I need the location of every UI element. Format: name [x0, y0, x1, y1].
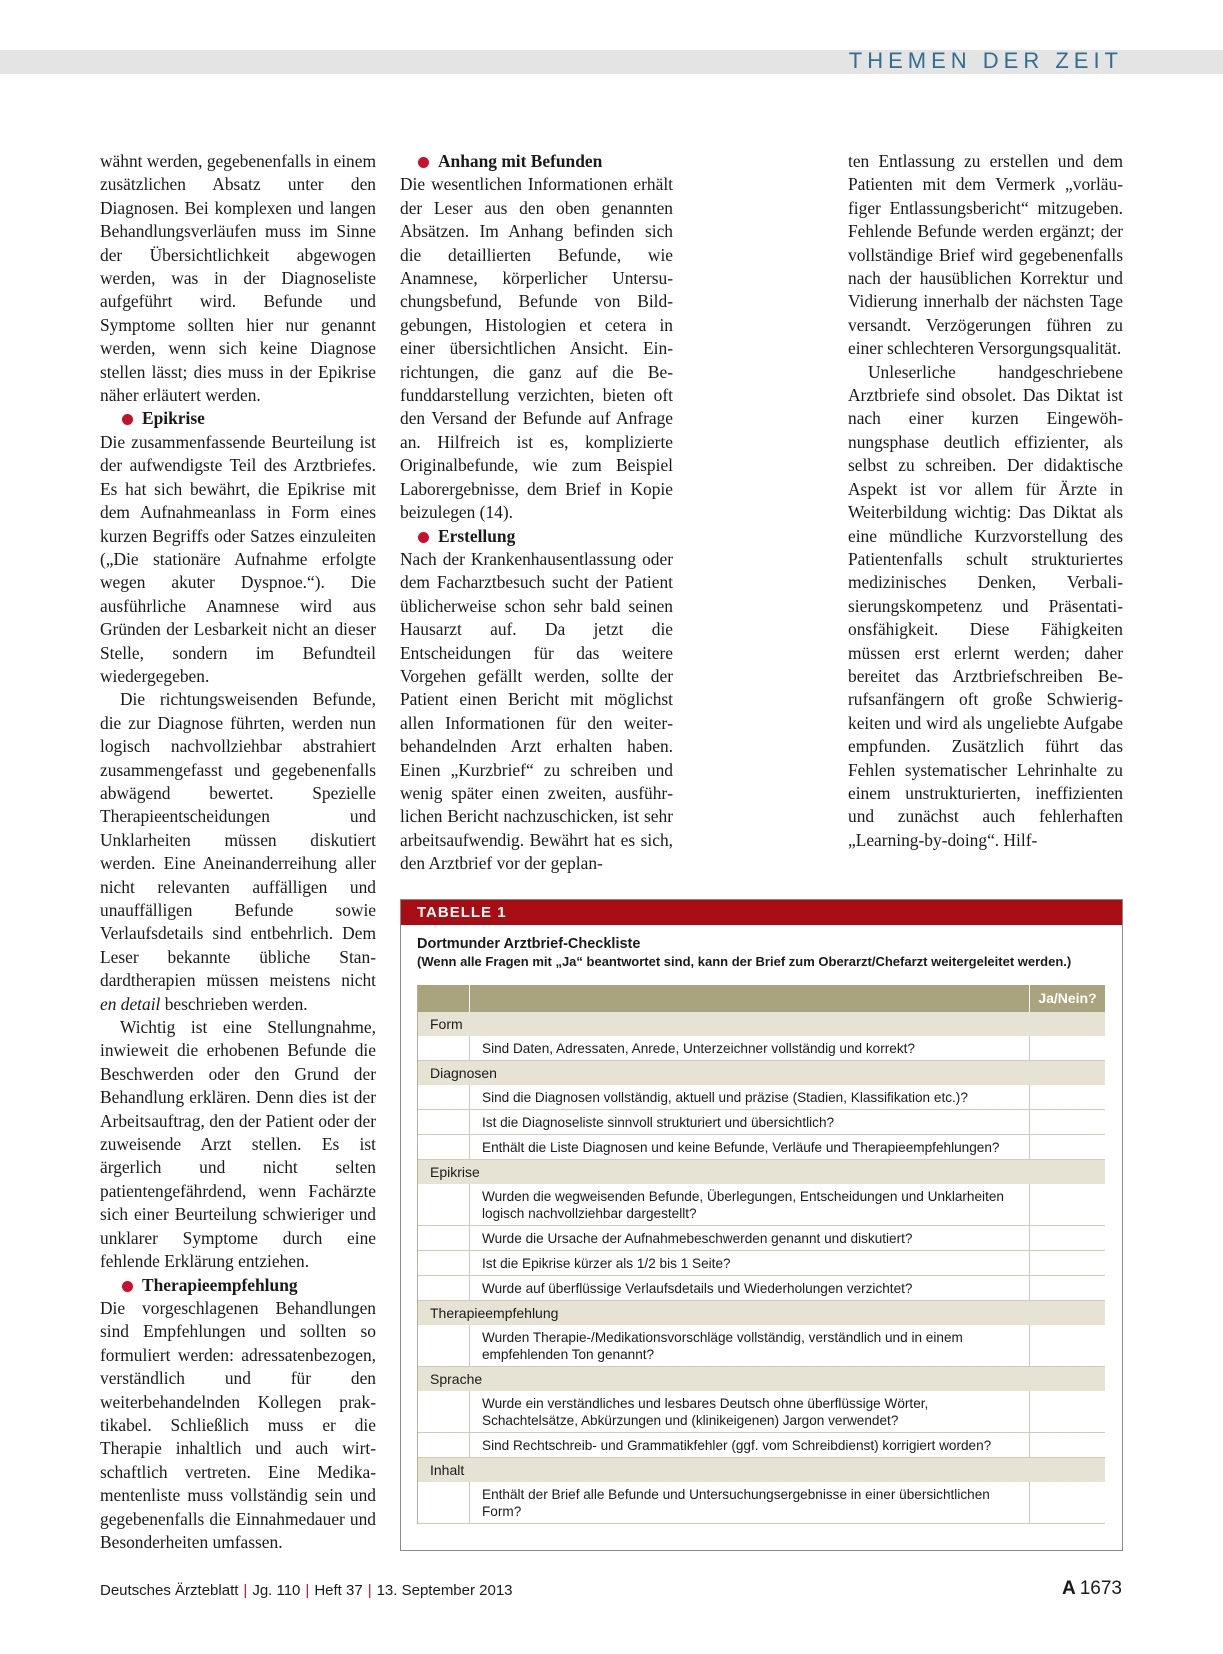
- subheading-text: Erstellung: [438, 525, 516, 546]
- category-row: Epikrise: [418, 1160, 1105, 1184]
- spacer-cell: [418, 1135, 470, 1159]
- table-row: [418, 1110, 1105, 1135]
- spacer-cell: [418, 1251, 470, 1275]
- question-cell: Wurden die wegweisenden Befunde, Überlegungen, Entscheidungen und Unklarheiten logisch nachvollziehbar dargestellt?: [470, 1184, 1030, 1225]
- question-cell: Wurden Therapie-/Medikationsvorschläge vollständig, verständlich und in einem empfehlenden Ton genannt?: [470, 1325, 1030, 1366]
- answer-cell[interactable]: [1030, 1184, 1105, 1225]
- page-prefix: A: [1061, 1578, 1076, 1599]
- paragraph: Die vorgeschlagenen Behandlungen sind Empfehlungen und sollten so formuliert werden: adressatenbezogen, verständlich und für den weiterbehandelnden Kollegen praktikabel. Schließlich muss er die Therapie inhaltlich und auch wirtschaftlich vertreten. Eine Medikamentenliste muss vollständig sein und gegebenenfalls die Einnahmedauer und Besonderheiten umfassen.: [100, 1297, 376, 1552]
- separator: |: [305, 1582, 310, 1599]
- bullet-icon: [122, 1281, 133, 1292]
- column-3: [848, 150, 1123, 852]
- section-title: THEMEN DER ZEIT: [848, 48, 1123, 73]
- spacer-cell: [418, 1325, 470, 1366]
- header-cell-empty: [418, 985, 470, 1012]
- subheading-therapieempfehlung: [100, 1274, 376, 1297]
- paragraph: Nach der Krankenhausentlassung oder dem Facharztbesuch sucht der Patient üblicherweise schon sehr bald seinen Hausarzt auf. Da jetzt die Entscheidungen für das weitere Vorgehen gefällt werden, sollte der Patient einen Bericht mit möglichst allen Informationen für den weiterbehandelnden Arzt erhalten haben. Einen „Kurzbrief“ zu schreiben und wenig später einen zweiten, ausführlichen Bericht nachzuschicken, ist sehr arbeitsaufwendig. Bewährt hat es sich, den Arztbrief vor der geplan-: [400, 548, 673, 874]
- paragraph: Unleserliche handgeschriebene Arztbriefe sind obsolet. Das Diktat ist nach einer kurzen Eingewöhnungsphase deutlich effizienter, als selbst zu schreiben. Der didaktische Aspekt ist vor allem für Ärzte in Weiterbildung wichtig: Das Diktat als eine mündliche Kurzvorstellung des Patientenfalls schult strukturiertes medizinisches Denken, Verbalisierungskompetenz und Präsentationsfähigkeit. Diese Fähigkeiten müssen erst erlernt werden; daher bereitet das Arztbriefschreiben Berufsanfängern oft große Schwierigkeiten und wird als ungeliebte Aufgabe empfunden. Zusätzlich führt das Fehlen systematischer Lehrinhalte zu einem unstrukturierten, ineffizienten und zunächst auch fehlerhaften „Learning-by-doing“. Hilf-: [848, 361, 1123, 850]
- footer-citation: [100, 1582, 513, 1599]
- table-title: Dortmunder Arztbrief-Checkliste: [417, 936, 641, 952]
- question-cell: Ist die Diagnoseliste sinnvoll strukturiert und übersichtlich?: [470, 1110, 1030, 1134]
- separator: |: [367, 1582, 372, 1599]
- table-header-row: [418, 985, 1105, 1012]
- table-grid: [417, 985, 1105, 1524]
- question-cell: Enthält der Brief alle Befunde und Untersuchungsergebnisse in einer übersichtlichen Form?: [470, 1482, 1030, 1523]
- answer-cell[interactable]: [1030, 1391, 1105, 1432]
- category-row: Therapieempfehlung: [418, 1301, 1105, 1325]
- page-number: [1062, 1578, 1122, 1600]
- paragraph-text: beschrieben werden.: [164, 993, 308, 1014]
- header-cell-answer: Ja/Nein?: [1038, 990, 1097, 1006]
- table-row: [418, 1226, 1105, 1251]
- spacer-cell: [418, 1226, 470, 1250]
- table-row: [418, 1482, 1105, 1524]
- subheading-erstellung: [400, 525, 673, 548]
- spacer-cell: [418, 1391, 470, 1432]
- page-number-value: 1673: [1079, 1578, 1122, 1599]
- column-1: [100, 150, 376, 1554]
- journal-name: Deutsches Ärzteblatt: [100, 1582, 239, 1599]
- question-cell: Enthält die Liste Diagnosen und keine Befunde, Verläufe und Therapieempfehlungen?: [470, 1135, 1030, 1159]
- table-row: [418, 1391, 1105, 1433]
- checklist-table: [400, 899, 1123, 1551]
- paragraph: ten Entlassung zu erstellen und dem Patienten mit dem Vermerk „vorläufiger Entlassungsbericht“ mitzugeben. Fehlende Befunde werden ergänzt; der vollständige Brief wird gegebenenfalls nach der hausüblichen Korrektur und Vidierung innerhalb der nächsten Tage versandt. Verzögerungen führen zu einer schlechteren Versorgungsqualität.: [848, 151, 1123, 359]
- paragraph: [100, 688, 376, 1016]
- bullet-icon: [418, 532, 429, 543]
- question-cell: Wurde auf überflüssige Verlaufsdetails und Wiederholungen verzichtet?: [470, 1276, 1030, 1300]
- table-row: [418, 1433, 1105, 1458]
- spacer-cell: [418, 1184, 470, 1225]
- spacer-cell: [418, 1433, 470, 1457]
- question-cell: Wurde die Ursache der Aufnahmebeschwerden genannt und diskutiert?: [470, 1226, 1030, 1250]
- category-row: Inhalt: [418, 1458, 1105, 1482]
- separator: |: [243, 1582, 248, 1599]
- spacer-cell: [418, 1276, 470, 1300]
- subheading-epikrise: [100, 407, 376, 430]
- paragraph-text: Die richtungsweisenden Befunde, die zur Diagnose führten, werden nun logisch nachvollziehbar abstrahiert zusammengefasst und gegebenenfalls abwägend bewertet. Spezielle Therapieentscheidungen und Unklarheiten müssen diskutiert werden. Eine Aneinanderreihung aller nicht relevanten auffälligen und unauffälligen Befunde sowie Verlaufsdetails sind entbehrlich. Dem Leser bekannte übliche Standardtherapien müssen meistens nicht: [100, 689, 376, 991]
- paragraph: Die zusammenfassende Beurteilung ist der aufwendigste Teil des Arztbriefes. Es hat sich bewährt, die Epikrise mit dem Aufnahmeanlass in Form eines kurzen Begriffs oder Satzes einzuleiten („Die stationäre Aufnahme erfolgte wegen akuter Dyspnoe.“). Die ausführliche Anamnese wird aus Gründen der Lesbarkeit nicht an dieser Stelle, sondern im Befundteil wiedergegeben.: [100, 431, 376, 686]
- subheading-anhang: [400, 150, 673, 173]
- answer-cell[interactable]: [1030, 1110, 1105, 1134]
- subheading-text: Epikrise: [142, 408, 205, 429]
- emphasis-text: en detail: [100, 993, 161, 1014]
- answer-cell[interactable]: [1030, 1482, 1105, 1523]
- bullet-icon: [122, 414, 133, 425]
- table-row: [418, 1276, 1105, 1301]
- column-2: [400, 150, 673, 876]
- table-row: [418, 1184, 1105, 1226]
- journal-date: 13. September 2013: [376, 1582, 513, 1599]
- paragraph: wähnt werden, gegebenenfalls in einem zusätzlichen Absatz unter den Diagnosen. Bei komplexen und langen Behandlungsverläufen muss im Sinne der Übersichtlichkeit abgewogen werden, was in der Diagnoseliste aufgeführt wird. Befunde und Symptome sollten hier nur genannt werden, wenn sich keine Diagnose stellen lässt; dies muss in der Epikrise näher erläutert werden.: [100, 151, 376, 406]
- answer-cell[interactable]: [1030, 1085, 1105, 1109]
- answer-cell[interactable]: [1030, 1036, 1105, 1060]
- question-cell: Sind Daten, Adressaten, Anrede, Unterzeichner vollständig und korrekt?: [470, 1036, 1030, 1060]
- table-subtitle: (Wenn alle Fragen mit „Ja“ beantwortet sind, kann der Brief zum Oberarzt/Chefarzt weitergeleitet werden.): [417, 954, 1072, 969]
- paragraph: Wichtig ist eine Stellungnahme, inwieweit die erhobenen Befunde die Beschwerden oder den Grund der Behandlung erklären. Denn dies ist der Arbeitsauftrag, den der Patient oder der zuweisende Arzt stellen. Es ist ärgerlich und nicht selten patientengefährdend, wenn Fachärzte sich einer Beurteilung schwieriger und unklarer Symptome durch eine fehlende Erklärung entziehen.: [100, 1017, 376, 1272]
- table-row: [418, 1251, 1105, 1276]
- question-cell: Sind die Diagnosen vollständig, aktuell und präzise (Stadien, Klassifikation etc.)?: [470, 1085, 1030, 1109]
- answer-cell[interactable]: [1030, 1135, 1105, 1159]
- question-cell: Wurde ein verständliches und lesbares Deutsch ohne überflüssige Wörter, Schachtelsätze, Abkürzungen und (klinikeigenen) Jargon verwendet?: [470, 1391, 1030, 1432]
- category-row: Sprache: [418, 1367, 1105, 1391]
- journal-issue: Heft 37: [314, 1582, 363, 1599]
- table-label: TABELLE 1: [401, 900, 1122, 925]
- category-row: Diagnosen: [418, 1061, 1105, 1085]
- table-row: [418, 1135, 1105, 1160]
- subheading-text: Anhang mit Befunden: [438, 151, 603, 171]
- spacer-cell: [418, 1036, 470, 1060]
- question-cell: Ist die Epikrise kürzer als 1/2 bis 1 Seite?: [470, 1251, 1030, 1275]
- paragraph: Die wesentlichen Informationen erhält der Leser aus den oben genannten Absätzen. Im Anhang befinden sich die detaillierten Befunde, wie Anamnese, körperlicher Untersuchungsbefund, Befunde von Bildgebungen, Histologien et cetera in einer übersichtlichen Ansicht. Einrichtungen, die ganz auf die Befunddarstellung verzichten, bieten oft den Versand der Befunde auf Anfrage an. Hilfreich ist es, komplizierte Originalbefunde, wie zum Beispiel Laborergebnisse, dem Brief in Kopie beizulegen (14).: [400, 174, 673, 523]
- answer-cell[interactable]: [1030, 1251, 1105, 1275]
- table-row: [418, 1085, 1105, 1110]
- category-row: Form: [418, 1012, 1105, 1036]
- answer-cell[interactable]: [1030, 1325, 1105, 1366]
- spacer-cell: [418, 1482, 470, 1523]
- table-row: [418, 1036, 1105, 1061]
- header-cell-empty: [470, 985, 1030, 1012]
- answer-cell[interactable]: [1030, 1433, 1105, 1457]
- journal-volume: Jg. 110: [252, 1582, 301, 1599]
- subheading-text: Therapieempfehlung: [142, 1274, 298, 1295]
- answer-cell[interactable]: [1030, 1276, 1105, 1300]
- bullet-icon: [418, 157, 429, 168]
- table-row: [418, 1325, 1105, 1367]
- answer-cell[interactable]: [1030, 1226, 1105, 1250]
- spacer-cell: [418, 1085, 470, 1109]
- question-cell: Sind Rechtschreib- und Grammatikfehler (ggf. vom Schreibdienst) korrigiert worden?: [470, 1433, 1030, 1457]
- spacer-cell: [418, 1110, 470, 1134]
